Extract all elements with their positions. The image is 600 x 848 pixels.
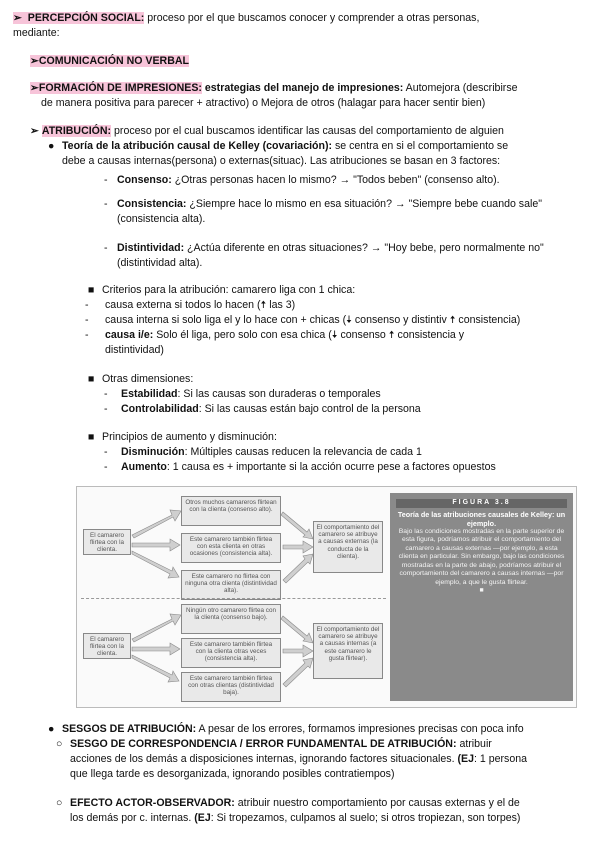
figure-caption-title: FIGURA 3.8	[396, 499, 567, 508]
figure-top-box: Otros muchos camareros flirtean con la clienta (consenso alto).	[181, 496, 281, 526]
arrow-bullet-icon: ➢	[30, 82, 39, 94]
factor-consenso: - Consenso: ¿Otras personas hacen lo mismo? → "Todos beben" (consenso alto).	[104, 174, 500, 186]
dimensiones-section: ■ Otras dimensiones: - Estabilidad: Si las causas son duraderas o temporales - Controlabilidad: Si las causas están bajo control de la persona	[88, 373, 421, 416]
sesgos-section: ● SESGOS DE ATRIBUCIÓN: A pesar de los errores, formamos impresiones precisas con poca info	[48, 722, 594, 737]
arrow-down-icon: 🠇	[346, 314, 352, 327]
comunicacion-heading: ➢COMUNICACIÓN NO VERBAL	[30, 55, 189, 67]
end-square-icon: ■	[479, 587, 484, 595]
arrow-down-icon: 🠇	[331, 329, 338, 342]
square-bullet-icon: ■	[88, 284, 95, 296]
arrow-bullet-icon: ➢	[30, 55, 39, 67]
bullet-circle-icon: ○	[56, 797, 63, 809]
figure-bottom-left: El camarero flirtea con la clienta.	[83, 633, 131, 659]
arrow-up-icon: 🠅	[449, 314, 456, 327]
figure-caption-subtitle: Teoría de las atribuciones causales de Kelley: un ejemplo.	[397, 509, 566, 528]
percepcion-section: ➢ PERCEPCIÓN SOCIAL: proceso por el que buscamos conocer y comprender a otras personas, mediante:	[13, 12, 480, 40]
formacion-section: ➢FORMACIÓN DE IMPRESIONES: estrategias del manejo de impresiones: Automejora (describirse de manera positiva para parecer + atractivo) o Mejora de otros (halagar para hacer sentir bien)	[30, 82, 518, 110]
figure-bottom-result: El comportamiento del camarero se atribuye a causas internas (a este camarero le gusta flirtear).	[313, 623, 383, 679]
figure-bottom-box: Este camarero también flirtea con otras clientas (distintividad baja).	[181, 672, 281, 702]
actor-observador-section: ○ EFECTO ACTOR-OBSERVADOR: atribuir nuestro comportamiento por causas externas y el de los demás por c. internas. (EJ: Si tropezamos, culpamos al suelo; si otros tropiezan, son torpes)	[56, 797, 521, 825]
figure-caption-panel	[390, 493, 573, 701]
figure-top-box: Este camarero también flirtea con esta clienta en otras ocasiones (consistencia alta).	[181, 533, 281, 563]
percepcion-heading: ➢ PERCEPCIÓN SOCIAL:	[13, 12, 145, 24]
kelley-figure	[76, 486, 577, 708]
bullet-dot-icon: ●	[48, 140, 55, 152]
factor-distintividad: - Distintividad: ¿Actúa diferente en otras situaciones? → "Hoy bebe, pero normalmente no" (distintividad alta).	[104, 242, 544, 270]
figure-top-left: El camarero flirtea con la clienta.	[83, 529, 131, 555]
arrow-bullet-icon: ➢	[30, 125, 39, 137]
kelley-section: ● Teoría de la atribución causal de Kelley (covariación): se centra en si el comportamiento se debe a causas internas(persona) o externas(situac). Las atribuciones se basan en 3 factores:	[48, 140, 509, 168]
bullet-dot-icon: ●	[48, 723, 55, 735]
figure-bottom-box: Este camarero también flirtea con la clienta otras veces (consistencia alta).	[181, 638, 281, 668]
arrow-bullet-icon: ➢	[13, 12, 22, 24]
figure-top-result: El comportamiento del camarero se atribuye a causas externas (la conducta de la clienta).	[313, 521, 383, 573]
criterios-section: ■ Criterios para la atribución: camarero liga con 1 chica: - causa externa si todos lo hacen (🠅 las 3) - causa interna si solo liga el y lo hace con + chicas (🠇 consenso y distintiv 🠅 consistencia) - causa i/e: Solo él liga, pero solo con esa chica (🠇 consenso 🠅 consistencia y distintividad)	[85, 284, 521, 357]
square-bullet-icon: ■	[88, 431, 95, 443]
square-bullet-icon: ■	[88, 373, 95, 385]
principios-section: ■ Principios de aumento y disminución: - Disminución: Múltiples causas reducen la relevancia de cada 1 - Aumento: 1 causa es + importante si la acción ocurre pese a factores opuestos	[88, 431, 496, 474]
arrow-up-icon: 🠅	[260, 299, 267, 312]
correspondencia-section: ○ SESGO DE CORRESPONDENCIA / ERROR FUNDAMENTAL DE ATRIBUCIÓN: atribuir acciones de los demás a disposiciones internas, ignorando factores situacionales. (EJ: 1 persona que llega tarde es desorganizada, ignorando posibles contratiempos)	[56, 738, 527, 781]
factor-consistencia: - Consistencia: ¿Siempre hace lo mismo en esa situación? → "Siempre bebe cuando sale" (consistencia alta).	[104, 198, 543, 226]
figure-bottom-box: Ningún otro camarero flirtea con la clienta (consenso bajo).	[181, 604, 281, 634]
figure-top-box: Este camarero no flirtea con ninguna otra clienta (distintividad alta).	[181, 570, 281, 600]
figure-divider	[81, 598, 386, 599]
arrow-up-icon: 🠅	[388, 329, 395, 342]
bullet-circle-icon: ○	[56, 738, 63, 750]
figure-caption-text: Bajo las condiciones mostradas en la parte superior de esta figura, podríamos atribuir el comportamiento del camarero a causas externas —por ejemplo, a esta clienta en particular. Sin embargo, bajo las condiciones mostradas en la parte de abajo, podríamos atribuir el comportamiento del camarero a causas internas —por ejemplo, a que le gusta flirtear.	[398, 527, 565, 586]
atribucion-heading: ➢ ATRIBUCIÓN: proceso por el cual buscamos identificar las causas del comportamiento de alguien	[30, 125, 504, 137]
